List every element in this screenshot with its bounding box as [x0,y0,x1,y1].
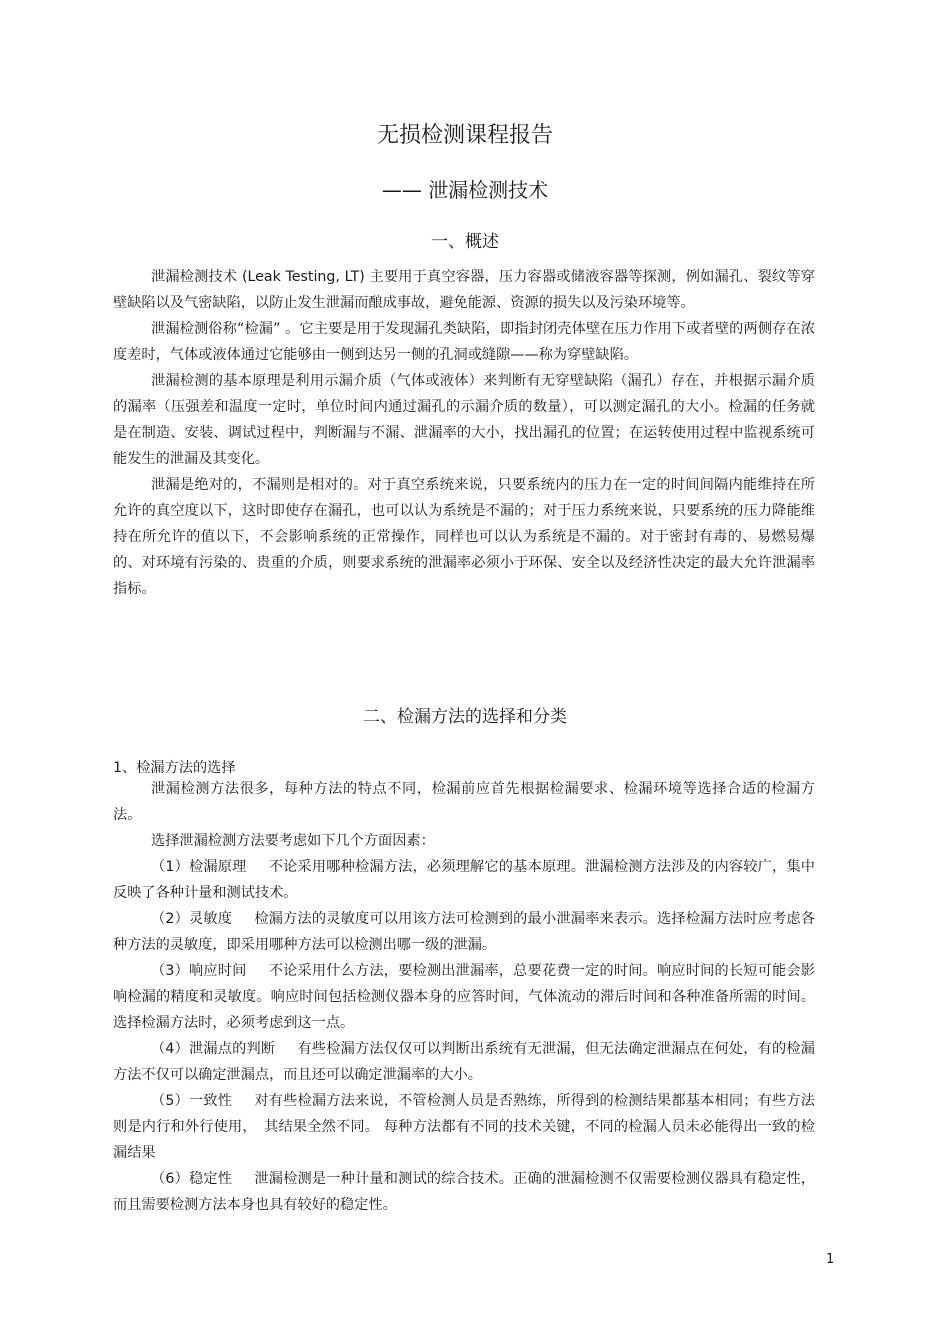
paragraph: 泄漏检测俗称“检漏” 。它主要是用于发现漏孔类缺陷，即指封闭壳体壁在压力作用下或者壁的两侧存在浓度差时，气体或液体通过它能够由一侧到达另一侧的孔洞或缝隙——称为穿壁缺陷。 [113,321,815,363]
list-item-label: （5）一致性 [151,1093,233,1109]
list-item [113,1036,815,1088]
list-item-label: （3）响应时间 [151,963,247,979]
list-item-text: 对有些检漏方法来说，不管检测人员是否熟练，所得到的检测结果都基本相同；有些方法则是内行和外行使用， 其结果全然不同。 每种方法都有不同的技术关键，不同的检漏人员未必能得出一致的检漏结果 [113,1093,815,1161]
section2-body [113,776,815,1218]
list-item-label: （1）检漏原理 [151,859,247,875]
subsection-heading: 1、检漏方法的选择 [113,760,236,776]
page-number: 1 [826,1252,835,1267]
list-item [113,854,815,906]
list-item [113,906,815,958]
list-item-text: 不论采用哪种检漏方法，必须理解它的基本原理。泄漏检测方法涉及的内容较广，集中反映了各种计量和测试技术。 [113,859,815,901]
list-item [113,1166,815,1218]
list-item-text: 不论采用什么方法，要检测出泄漏率，总要花费一定的时间。响应时间的长短可能会影响检漏的精度和灵敏度。响应时间包括检测仪器本身的应答时间，气体流动的滞后时间和各种准备所需的时间。选择检漏方法时，必须考虑到这一点。 [113,963,815,1031]
list-item-text: 检漏方法的灵敏度可以用该方法可检测到的最小泄漏率来表示。选择检漏方法时应考虑各种方法的灵敏度，即采用哪种方法可以检测出哪一级的泄漏。 [113,911,815,953]
list-item [113,1088,815,1166]
paragraph: 泄漏检测方法很多，每种方法的特点不同，检漏前应首先根据检漏要求、检漏环境等选择合适的检漏方法。 [113,781,815,823]
list-item-text: 有些检漏方法仅仅可以判断出系统有无泄漏，但无法确定泄漏点在何处，有的检漏方法不仅可以确定泄漏点，而且还可以确定泄漏率的大小。 [113,1041,815,1083]
document-title: 无损检测课程报告 [376,123,553,148]
document-subtitle: —— 泄漏检测技术 [381,178,549,202]
section1-body [113,264,815,602]
list-item-label: （6）稳定性 [151,1171,233,1187]
paragraph: 泄漏检测技术 (Leak Testing, LT) 主要用于真空容器，压力容器或储液容器等探测，例如漏孔、裂纹等穿壁缺陷以及气密缺陷，以防止发生泄漏而酿成事故，避免能源、资源的损失以及污染环境等。 [113,269,815,311]
list-item-label: （2）灵敏度 [151,911,233,927]
section2-heading: 二、检漏方法的选择和分类 [363,707,567,727]
paragraph: 选择泄漏检测方法要考虑如下几个方面因素： [151,833,435,849]
list-item [113,958,815,1036]
paragraph: 泄漏检测的基本原理是利用示漏介质（气体或液体）来判断有无穿壁缺陷（漏孔）存在，并根据示漏介质的漏率（压强差和温度一定时，单位时间内通过漏孔的示漏介质的数量），可以测定漏孔的大小。检漏的任务就是在制造、安装、调试过程中，判断漏与不漏、泄漏率的大小，找出漏孔的位置；在运转使用过程中监视系统可能发生的泄漏及其变化。 [113,373,815,467]
section1-heading: 一、概述 [431,232,499,252]
list-item-label: （4）泄漏点的判断 [151,1041,276,1057]
list-item-text: 泄漏检测是一种计量和测试的综合技术。正确的泄漏检测不仅需要检测仪器具有稳定性，而且需要检测方法本身也具有较好的稳定性。 [113,1171,815,1213]
paragraph: 泄漏是绝对的，不漏则是相对的。对于真空系统来说，只要系统内的压力在一定的时间间隔内能维持在所允许的真空度以下，这时即使存在漏孔，也可以认为系统是不漏的；对于压力系统来说，只要系统的压力降能维持在所允许的值以下，不会影响系统的正常操作，同样也可以认为系统是不漏的。对于密封有毒的、易燃易爆的、对环境有污染的、贵重的介质，则要求系统的泄漏率必须小于环保、安全以及经济性决定的最大允许泄漏率指标。 [113,477,815,597]
